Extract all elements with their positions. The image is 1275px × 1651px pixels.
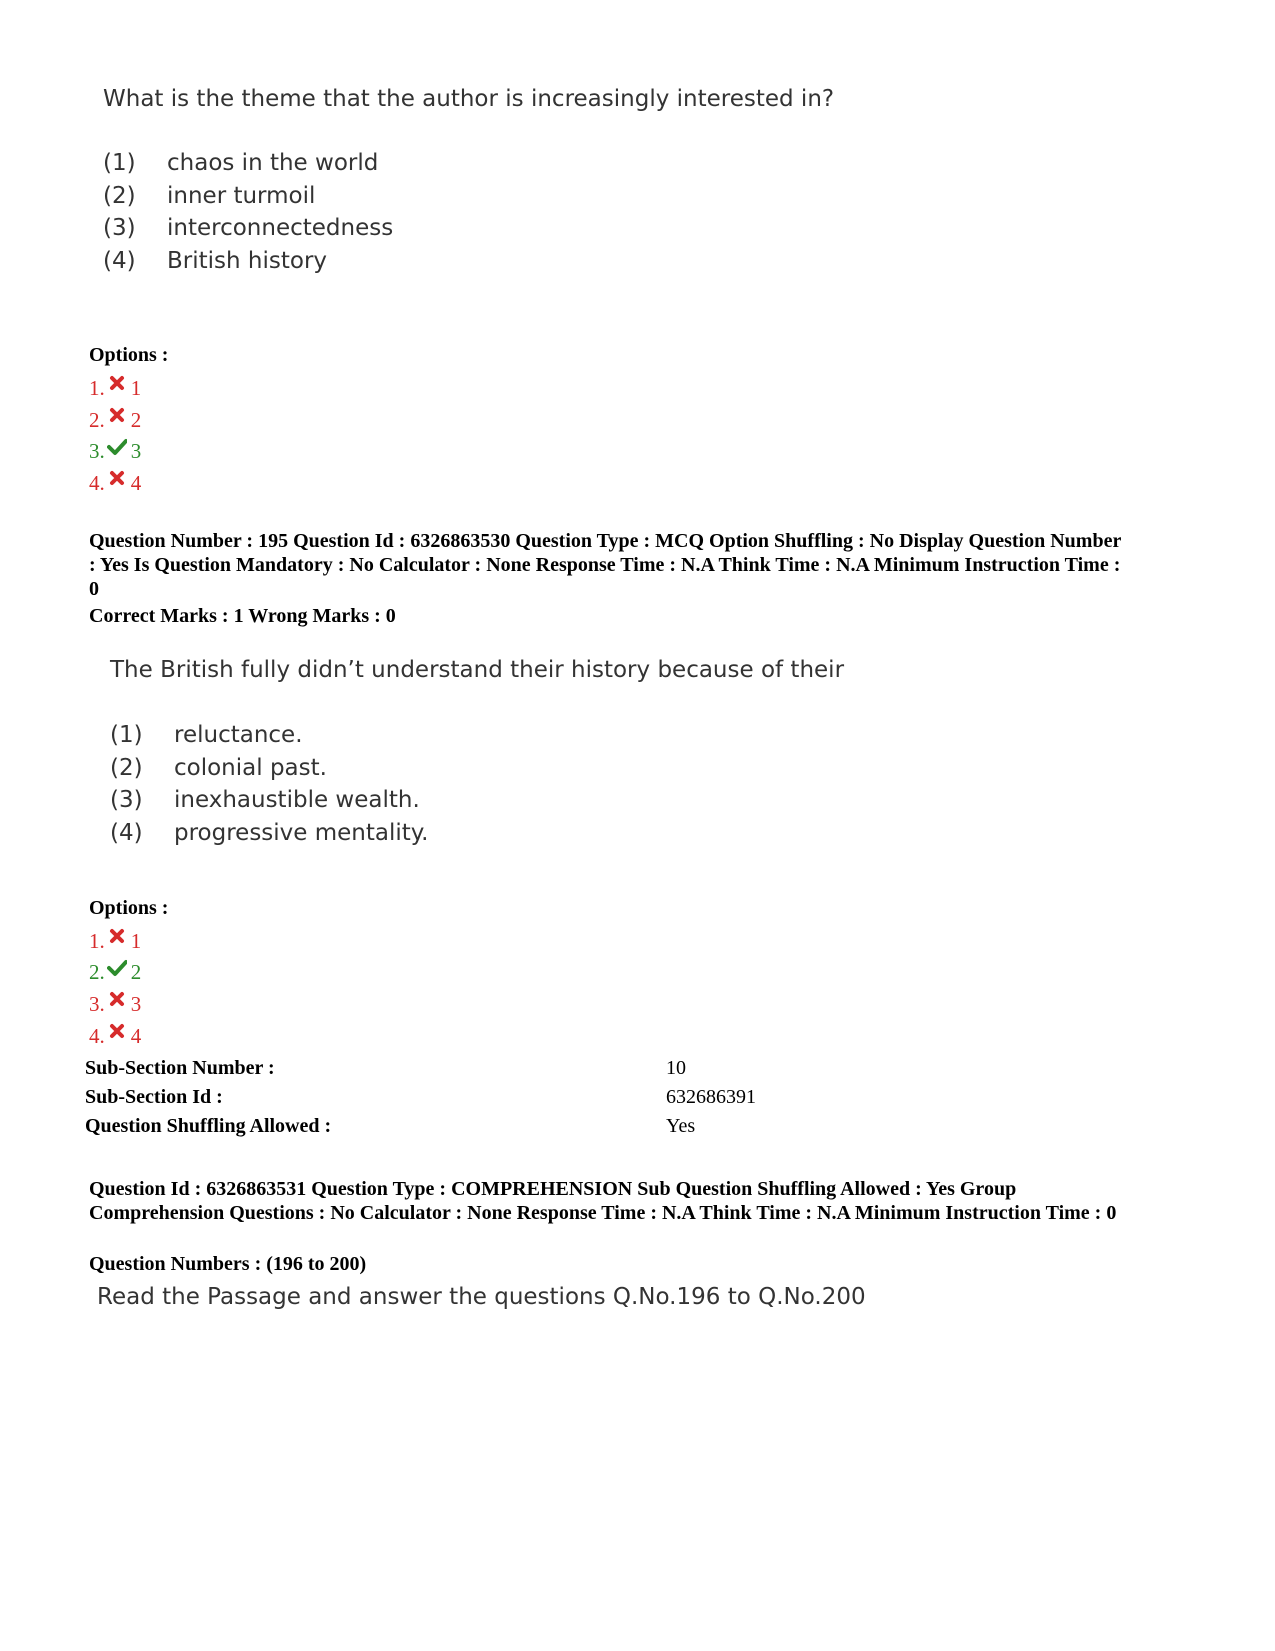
choice-number: (2) — [110, 755, 143, 781]
sub-section-number-value: 10 — [666, 1057, 686, 1079]
option-value: 1 — [130, 376, 142, 400]
option-item — [89, 375, 141, 401]
comprehension-meta: Question Id : 6326863531 Question Type : COMPREHENSION Sub Question Shuffling Allowed : Yes Group Comprehension Questions : No Calculator : None Response Time : N.A Think Time : N.A Minimum Instruction Time : 0 — [89, 1178, 1117, 1224]
option-item — [89, 407, 141, 433]
option-index: 4. — [89, 1024, 105, 1048]
cross-icon — [107, 470, 127, 488]
option-index: 3. — [89, 992, 105, 1016]
option-value: 2 — [130, 408, 142, 432]
sub-section-number-label: Sub-Section Number : — [85, 1057, 275, 1079]
cross-icon — [107, 991, 127, 1009]
choice-item — [103, 215, 393, 241]
options-heading: Options : — [89, 897, 169, 919]
choice-number: (1) — [103, 150, 136, 176]
choice-text: progressive mentality. — [174, 820, 429, 846]
option-index: 3. — [89, 439, 105, 463]
option-value: 4 — [130, 1024, 142, 1048]
choice-item — [103, 150, 378, 176]
choice-number: (2) — [103, 183, 136, 209]
check-icon — [107, 959, 127, 977]
cross-icon — [107, 928, 127, 946]
choice-item — [103, 248, 327, 274]
sub-section-id-value: 632686391 — [666, 1086, 756, 1108]
option-item — [89, 959, 141, 985]
cross-icon — [107, 375, 127, 393]
option-value: 2 — [130, 960, 142, 984]
choice-text: British history — [167, 248, 328, 274]
sub-section-id-label: Sub-Section Id : — [85, 1086, 223, 1108]
option-index: 1. — [89, 376, 105, 400]
cross-icon — [107, 1023, 127, 1041]
choice-item — [110, 787, 420, 813]
option-item — [89, 1023, 141, 1049]
choice-text: inner turmoil — [167, 183, 316, 209]
option-item — [89, 470, 141, 496]
question-meta: Question Number : 195 Question Id : 6326863530 Question Type : MCQ Option Shuffling : No Display Question Number : Yes Is Question Mandatory : No Calculator : None Response Time : N.A Think Time : N.A Minimum Instruction Time : 0 — [89, 530, 1121, 600]
choice-item — [103, 183, 315, 209]
option-item — [89, 928, 141, 954]
choice-number: (3) — [103, 215, 136, 241]
question-text: What is the theme that the author is increasingly interested in? — [103, 86, 835, 112]
choice-text: chaos in the world — [167, 150, 379, 176]
option-value: 4 — [130, 471, 142, 495]
option-value: 3 — [130, 992, 142, 1016]
choice-item — [110, 722, 303, 748]
option-index: 2. — [89, 960, 105, 984]
choice-number: (1) — [110, 722, 143, 748]
options-heading: Options : — [89, 344, 169, 366]
choice-number: (3) — [110, 787, 143, 813]
choice-text: reluctance. — [174, 722, 303, 748]
choice-item — [110, 820, 428, 846]
option-value: 3 — [130, 439, 142, 463]
option-value: 1 — [130, 929, 142, 953]
question-marks: Correct Marks : 1 Wrong Marks : 0 — [89, 605, 396, 627]
question-shuffling-label: Question Shuffling Allowed : — [85, 1115, 332, 1137]
choice-text: colonial past. — [174, 755, 327, 781]
option-index: 1. — [89, 929, 105, 953]
choice-item — [110, 755, 327, 781]
option-item — [89, 438, 141, 464]
choice-text: interconnectedness — [167, 215, 394, 241]
choice-text: inexhaustible wealth. — [174, 787, 420, 813]
choice-number: (4) — [110, 820, 143, 846]
comprehension-instruction: Read the Passage and answer the questions Q.No.196 to Q.No.200 — [97, 1284, 866, 1310]
question-shuffling-value: Yes — [666, 1115, 696, 1137]
question-text: The British fully didn’t understand their history because of their — [110, 657, 845, 683]
choice-number: (4) — [103, 248, 136, 274]
cross-icon — [107, 407, 127, 425]
question-numbers: Question Numbers : (196 to 200) — [89, 1253, 367, 1275]
option-index: 4. — [89, 471, 105, 495]
option-index: 2. — [89, 408, 105, 432]
option-item — [89, 991, 141, 1017]
check-icon — [107, 438, 127, 456]
